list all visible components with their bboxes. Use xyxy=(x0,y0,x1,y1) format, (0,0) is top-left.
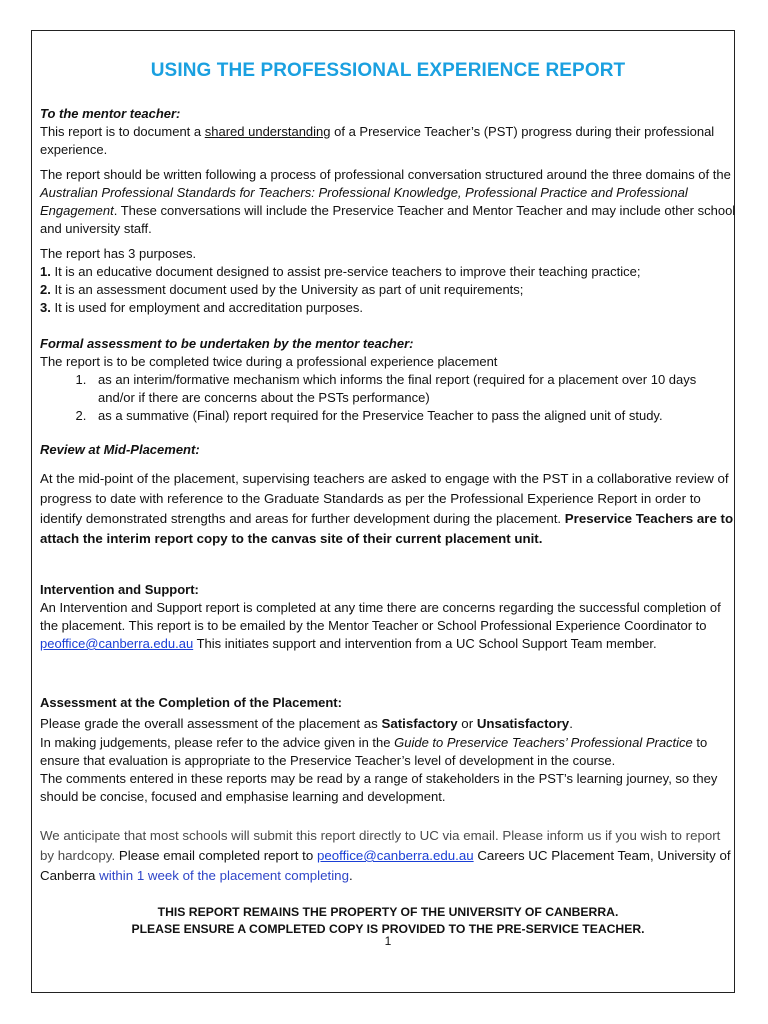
unsatisfactory-text: Unsatisfactory xyxy=(476,716,570,731)
intervention-text: An Intervention and Support report is completed at any time there are concerns regarding the successful completion of the placement. This report is to be emailed by the Mentor Teacher or School Professional Experience Coordinator to peoffice@canberra.edu.au This initiates support and intervention from a UC School Support Team member. xyxy=(40,600,721,651)
formal-list-item: 1. as an interim/formative mechanism which informs the final report (required for a placement over 10 days and/or if there are concerns about the PSTs performance) xyxy=(90,371,736,407)
peoffice-email-link[interactable]: peoffice@canberra.edu.au xyxy=(40,636,194,651)
mid-placement-text: At the mid-point of the placement, supervising teachers are asked to engage with the PST in a collaborative review of progress to date with reference to the Graduate Standards as per the Professional Experience Report in order to identify demonstrated strengths and areas for further development during the placement. Preservice Teachers are to attach the interim report copy to the canvas site of their current placement unit. xyxy=(40,471,734,546)
document-body xyxy=(40,62,736,947)
submission-section xyxy=(40,826,736,886)
intervention-section xyxy=(40,581,736,653)
purposes-intro: The report has 3 purposes. xyxy=(40,246,197,261)
mentor-paragraph-1: This report is to document a shared understanding of a Preservice Teacher’s (PST) progress during their professional experience. xyxy=(40,124,715,157)
purpose-item: 1. It is an educative document designed to assist pre-service teachers to improve their teaching practice; xyxy=(40,264,641,279)
satisfactory-text: Satisfactory xyxy=(381,716,458,731)
mid-placement-heading: Review at Mid-Placement: xyxy=(40,442,200,457)
footer-notice xyxy=(40,904,736,938)
formal-section xyxy=(40,335,736,425)
purpose-item: 3. It is used for employment and accreditation purposes. xyxy=(40,300,364,315)
formal-heading: Formal assessment to be undertaken by the mentor teacher: xyxy=(40,336,414,351)
page-number: 1 xyxy=(384,934,392,948)
completion-heading: Assessment at the Completion of the Placement: xyxy=(40,695,342,710)
mid-placement-section xyxy=(40,441,736,549)
mentor-heading: To the mentor teacher: xyxy=(40,106,181,121)
grade-instruction: Please grade the overall assessment of the placement as Satisfactory or Unsatisfactory. xyxy=(40,716,573,731)
mentor-paragraph-2: The report should be written following a process of professional conversation structured around the three domains of the Australian Professional Standards for Teachers: Professional Knowledge, Professional Practice and Professional Engagement. These conversations will include the Preservice Teacher and Mentor Teacher and may include other school and university staff. xyxy=(40,167,736,236)
document-title: USING THE PROFESSIONAL EXPERIENCE REPORT xyxy=(150,60,626,81)
formal-list-item: 2. as a summative (Final) report required for the Preservice Teacher to pass the aligned unit of study. xyxy=(90,407,736,425)
completion-section xyxy=(40,694,736,806)
intervention-heading: Intervention and Support: xyxy=(40,582,199,597)
submission-text: We anticipate that most schools will submit this report directly to UC via email. Please inform us if you wish to report by hardcopy. Please email completed report to peoffice@canberra.edu.au Careers UC Placement Team, University of Canberra within 1 week of the placement completing. xyxy=(40,828,731,883)
formal-list xyxy=(40,371,736,425)
comments-advice: The comments entered in these reports may be read by a range of stakeholders in the PST’s learning journey, so they should be concise, focused and emphasise learning and development. xyxy=(40,771,718,804)
footer-line: THIS REPORT REMAINS THE PROPERTY OF THE UNIVERSITY OF CANBERRA. xyxy=(157,905,619,919)
peoffice-email-link[interactable]: peoffice@canberra.edu.au xyxy=(316,848,474,863)
purpose-item: 2. It is an assessment document used by the University as part of unit requirements; xyxy=(40,282,524,297)
formal-intro: The report is to be completed twice during a professional experience placement xyxy=(40,354,498,369)
footer-line: PLEASE ENSURE A COMPLETED COPY IS PROVIDED TO THE PRE-SERVICE TEACHER. xyxy=(131,922,645,936)
mentor-section xyxy=(40,105,736,317)
shared-understanding-text: shared understanding xyxy=(204,124,331,139)
judgement-advice: In making judgements, please refer to the advice given in the Guide to Preservice Teachers’ Professional Practice to ensure that evaluation is appropriate to the Preservice Teacher’s level of development in the course. xyxy=(40,735,708,768)
